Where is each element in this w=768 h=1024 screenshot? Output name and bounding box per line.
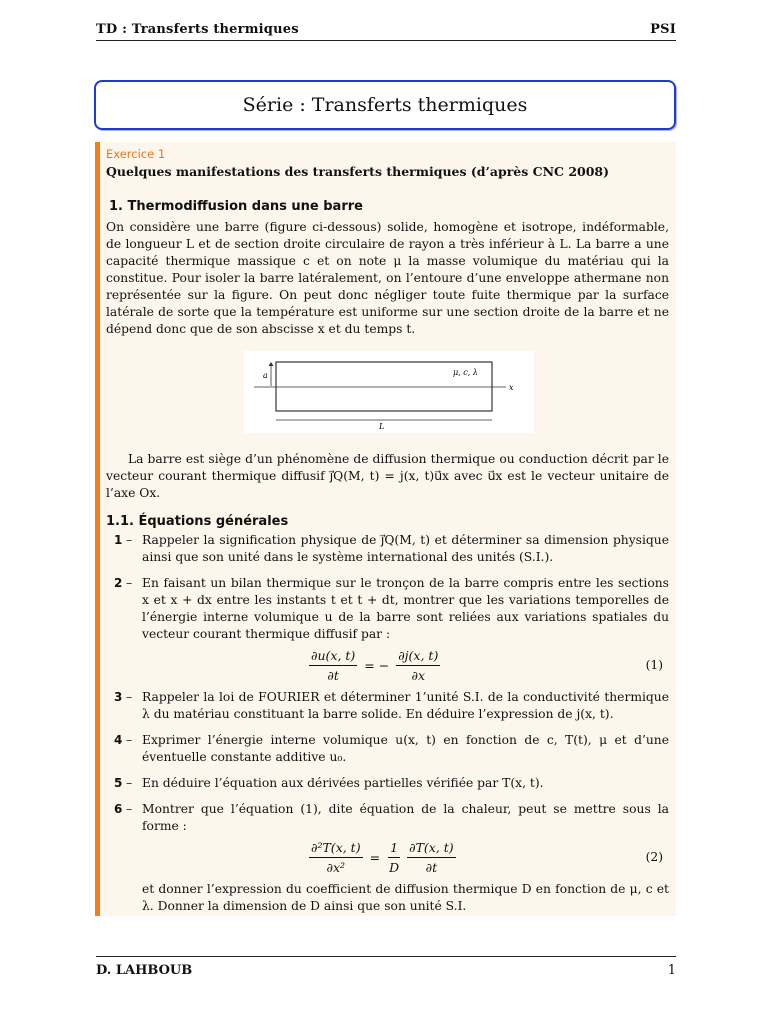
equation-2-math <box>306 837 459 877</box>
question-text: En déduire l’équation aux dérivées partielles vérifiée par T(x, t). <box>142 776 544 790</box>
exercise-title: Quelques manifestations des transferts thermiques (d’après CNC 2008) <box>106 164 610 179</box>
eq1-lhs-numerator: ∂u(x, t) <box>309 647 357 666</box>
question-dash: – <box>126 576 133 590</box>
eq1-equals-sign: = − <box>364 657 390 673</box>
page-header <box>96 22 676 41</box>
eq2-lhs-fraction <box>309 839 363 876</box>
question-text: Rappeler la loi de FOURIER et déterminer 1’unité S.I. de la conductivité thermique λ du matériau constituant la barre solide. En déduire l’expression de j(x, t). <box>142 690 669 721</box>
eq2-mid-fraction <box>387 839 401 876</box>
question-dash: – <box>126 733 133 747</box>
question-6-continuation: et donner l’expression du coefficient de diffusion thermique D en fonction de μ, c et λ. Donner la dimension de D ainsi que son unité S.I. <box>142 882 669 913</box>
x-label: x <box>509 383 514 392</box>
eq2-rhs-numerator: ∂T(x, t) <box>407 839 456 858</box>
equation-1-math <box>306 645 443 685</box>
bar-diagram <box>244 351 534 433</box>
question-text: Montrer que l’équation (1), dite équation de la chaleur, peut se mettre sous la forme : <box>142 802 669 833</box>
eq1-lhs-denominator: ∂t <box>327 667 339 683</box>
question-1 <box>106 532 669 566</box>
equation-2 <box>106 837 669 877</box>
question-dash: – <box>126 802 133 816</box>
panel-accent-bar <box>95 142 100 916</box>
question-3 <box>106 689 669 723</box>
bar-figure <box>244 351 534 433</box>
exercise-content <box>106 146 669 915</box>
header-class-label: PSI <box>650 22 676 37</box>
question-number: 2 <box>114 576 123 590</box>
equation-1 <box>106 645 669 685</box>
question-dash: – <box>126 533 133 547</box>
eq2-equals-sign: = <box>369 849 381 865</box>
exercise-panel <box>95 142 676 916</box>
section-title: 1. Thermodiffusion dans une barre <box>109 199 363 214</box>
question-number: 4 <box>114 733 123 747</box>
eq2-lhs-numerator: ∂²T(x, t) <box>309 839 363 858</box>
footer-author: D. LAHBOUB <box>96 963 193 978</box>
eq1-lhs-fraction <box>309 647 357 684</box>
question-text: Exprimer l’énergie interne volumique u(x, t) en fonction de c, T(t), μ et d’une éventuelle constante additive u₀. <box>142 733 669 764</box>
eq2-lhs-denominator: ∂x² <box>326 859 346 875</box>
question-2 <box>106 575 669 643</box>
page-number: 1 <box>667 963 676 978</box>
subsection-title: 1.1. Équations générales <box>106 514 289 529</box>
question-4 <box>106 732 669 766</box>
eq2-mid-numerator: 1 <box>388 839 400 858</box>
page-footer <box>96 956 676 978</box>
L-label: L <box>379 422 385 431</box>
equation-1-number: (1) <box>645 658 663 672</box>
eq2-mid-denominator: D <box>389 859 400 875</box>
question-dash: – <box>126 690 133 704</box>
series-title: Série : Transferts thermiques <box>242 94 528 116</box>
question-6 <box>106 801 669 835</box>
question-text: En faisant un bilan thermique sur le tronçon de la barre compris entre les sections x et x + dx entre les instants t et t + dt, montrer que les variations temporelles de l’énergie interne volumique u de la barre sont reliées aux variations spatiales du vecteur courant thermique diffusif par : <box>142 576 669 641</box>
eq1-rhs-denominator: ∂x <box>411 667 426 683</box>
eq2-rhs-fraction <box>407 839 456 876</box>
series-title-box <box>94 80 676 130</box>
a-label: a <box>263 371 268 380</box>
question-text: Rappeler la signification physique de j⃗Q(M, t) et déterminer sa dimension physique ainsi que son unité dans le système international des unités (S.I.). <box>142 533 669 564</box>
a-arrow-head <box>269 362 274 366</box>
eq1-rhs-numerator: ∂j(x, t) <box>396 647 440 666</box>
question-number: 6 <box>114 802 123 816</box>
eq2-rhs-denominator: ∂t <box>425 859 438 875</box>
question-number: 1 <box>114 533 123 547</box>
exercise-label: Exercice 1 <box>106 147 166 161</box>
question-number: 3 <box>114 690 123 704</box>
params-label: μ, c, λ <box>453 368 478 377</box>
question-number: 5 <box>114 776 123 790</box>
intro-paragraph: On considère une barre (figure ci-dessous) solide, homogène et isotrope, indéformable, de longueur L et de section droite circulaire de rayon a très inférieur à L. La barre a une capacité thermique massique c et on note μ la masse volumique du matériau qui la constitue. Pour isoler la barre latéralement, on l’entoure d’une enveloppe athermane non représentée sur la figure. On peut donc négliger toute fuite thermique par la surface latérale de sorte que la température est uniforme sur une section droite de la barre et ne dépend donc que de son abscisse x et du temps t. <box>106 220 669 336</box>
eq1-rhs-fraction <box>396 647 440 684</box>
diffusion-paragraph: La barre est siège d’un phénomène de diffusion thermique ou conduction décrit par le vecteur courant thermique diffusif j⃗Q(M, t) = j(x, t)u⃗x avec u⃗x est le vecteur unitaire de l’axe Ox. <box>106 452 669 500</box>
question-dash: – <box>126 776 133 790</box>
header-course-title: TD : Transferts thermiques <box>96 22 299 37</box>
equation-2-number: (2) <box>645 850 663 864</box>
question-5 <box>106 775 669 792</box>
